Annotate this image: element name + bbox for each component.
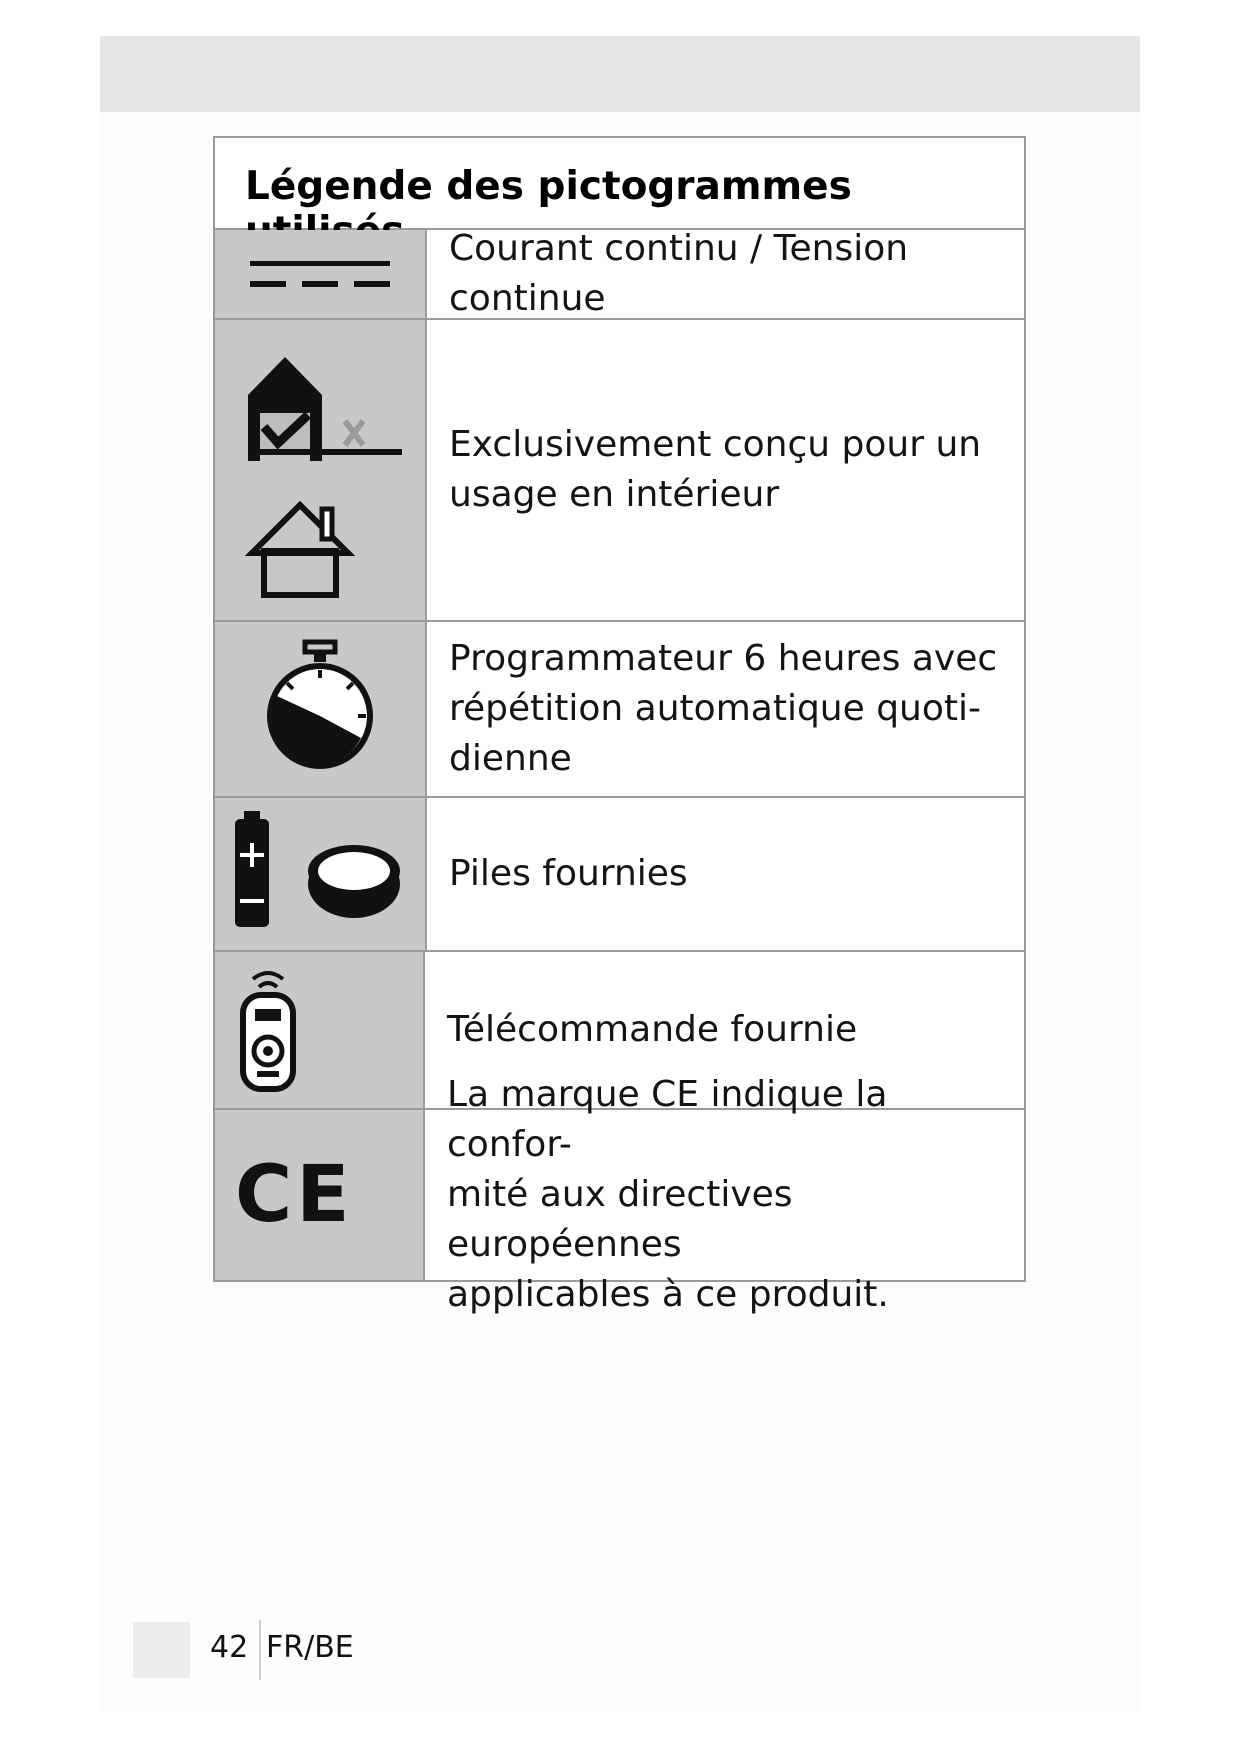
footer-separator <box>259 1620 261 1680</box>
legend-row-indoor <box>215 320 1024 622</box>
legend-row-batteries <box>215 798 1024 952</box>
legend-text-ce-mark: La marque CE indique la confor- mité aux directives européennes applicables à ce produit. <box>447 1074 889 1315</box>
ce-mark-icon: CE <box>215 1110 425 1280</box>
page-locale: FR/BE <box>266 1630 354 1665</box>
footer-marker <box>133 1622 190 1678</box>
page-number: 42 <box>210 1630 249 1665</box>
dc-current-icon <box>215 230 427 318</box>
remote-control-icon <box>215 952 425 1108</box>
header-band <box>100 36 1140 112</box>
legend-text-timer: Programmateur 6 heures avec répétition automatique quoti- dienne <box>449 638 998 779</box>
batteries-icon <box>215 798 427 950</box>
legend-row-ce-mark <box>215 1074 1024 1315</box>
pictogram-legend-table <box>213 136 1026 1315</box>
legend-title: Légende des pictogrammes <box>215 138 1024 230</box>
legend-text-indoor: Exclusivement conçu pour un usage en intérieur <box>449 424 982 515</box>
timer-icon <box>215 622 427 796</box>
legend-text-dc-current: Courant continu / Tension continue <box>449 228 909 319</box>
legend-text-batteries: Piles fournies <box>449 853 688 894</box>
indoor-use-icon <box>215 320 427 620</box>
legend-row-timer <box>215 622 1024 798</box>
legend-row-dc-current <box>215 230 1024 320</box>
legend-text-remote: Télécommande fournie <box>447 1009 858 1050</box>
